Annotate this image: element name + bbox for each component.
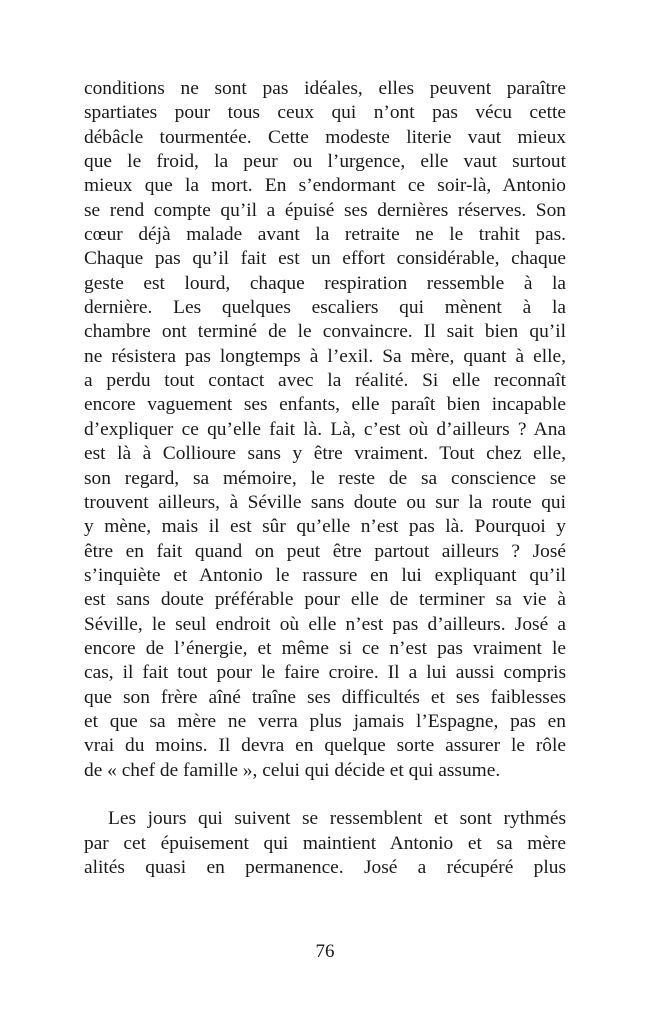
text-line: spartiates pour tous ceux qui n’ont pas vécu cette [84, 102, 566, 124]
text-line: s’inquiète et Antonio le rassure en lui expliquant qu’il [84, 564, 566, 586]
text-line: se rend compte qu’il a épuisé ses dernières réserves. Son [84, 199, 566, 221]
text-line: Séville, le seul endroit où elle n’est pas d’ailleurs. José a [84, 613, 566, 635]
text-line: cœur déjà malade avant la retraite ne le trahit pas. [84, 224, 566, 246]
paragraph [84, 77, 566, 783]
body-text [84, 77, 566, 880]
text-line: est sans doute préférable pour elle de terminer sa vie à [84, 589, 566, 611]
text-line: et que sa mère ne verra plus jamais l’Espagne, pas en [84, 710, 566, 732]
text-line: vrai du moins. Il devra en quelque sorte assurer le rôle [84, 735, 566, 757]
text-line: encore vaguement ses enfants, elle paraît bien incapable [84, 394, 566, 416]
text-line: son regard, sa mémoire, le reste de sa conscience se [84, 467, 566, 489]
paragraph-gap [84, 783, 566, 807]
text-line: que son frère aîné traîne ses difficultés et ses faiblesses [84, 686, 566, 708]
text-line: encore de l’énergie, et même si ce n’est pas vraiment le [84, 637, 566, 659]
text-line: conditions ne sont pas idéales, elles peuvent paraître [84, 78, 566, 99]
text-line: mieux que la mort. En s’endormant ce soir-là, Antonio [84, 175, 566, 197]
text-line: dernière. Les quelques escaliers qui mènent à la [84, 297, 566, 319]
text-line: a perdu tout contact avec la réalité. Si elle reconnaît [84, 370, 566, 392]
paragraph [84, 807, 566, 880]
text-line: trouvent ailleurs, à Séville sans doute ou sur la route qui [84, 491, 566, 513]
text-line: y mène, mais il est sûr qu’elle n’est pas là. Pourquoi y [84, 516, 566, 538]
text-line: Chaque pas qu’il fait est un effort considérable, chaque [84, 248, 566, 270]
text-line: ne résistera pas longtemps à l’exil. Sa mère, quant à elle, [84, 345, 566, 367]
text-line: Les jours qui suivent se ressemblent et sont rythmés [108, 808, 566, 830]
text-line: chambre ont terminé de le convaincre. Il sait bien qu’il [84, 321, 566, 343]
text-line: geste est lourd, chaque respiration ressemble à la [84, 272, 566, 294]
text-line: alités quasi en permanence. José a récupéré plus [84, 857, 566, 878]
page-number: 76 [315, 941, 335, 962]
text-line: débâcle tourmentée. Cette modeste literie vaut mieux [84, 126, 566, 148]
text-line: être en fait quand on peut être partout ailleurs ? José [84, 540, 566, 562]
text-line: que le froid, la peur ou l’urgence, elle vaut surtout [84, 151, 566, 173]
text-line: est là à Collioure sans y être vraiment. Tout chez elle, [84, 443, 566, 465]
text-line: cas, il fait tout pour le faire croire. Il a lui aussi compris [84, 662, 566, 684]
text-line: d’expliquer ce qu’elle fait là. Là, c’est où d’ailleurs ? Ana [84, 418, 566, 440]
text-line: de « chef de famille », celui qui décide et qui assume. [84, 759, 501, 781]
text-line: par cet épuisement qui maintient Antonio et sa mère [84, 832, 566, 854]
